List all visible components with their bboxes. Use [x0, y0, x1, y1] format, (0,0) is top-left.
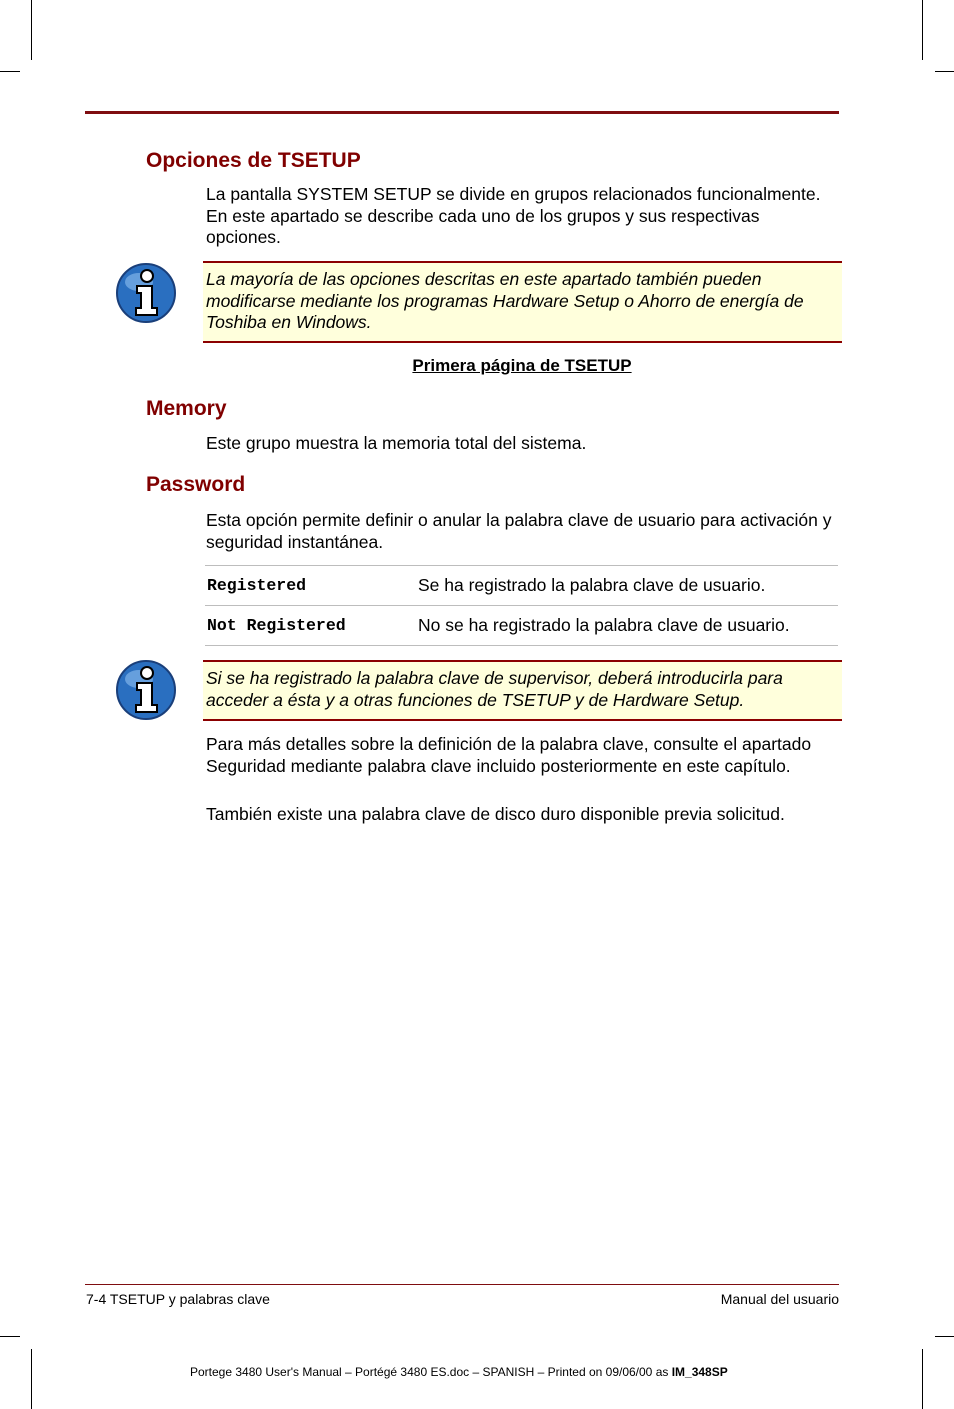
table-row [205, 566, 838, 606]
note-box-password: Si se ha registrado la palabra clave de supervisor, deberá introducirla para acceder a ésta y a otras funciones de TSETUP y de Hardware Setup. [203, 660, 842, 721]
paragraph-opciones: La pantalla SYSTEM SETUP se divide en grupos relacionados funcionalmente. En este apartado se describe cada uno de los grupos y sus respectivas opciones. [206, 184, 821, 247]
table-desc: Se ha registrado la palabra clave de usuario. [418, 566, 838, 606]
footer-rule [85, 1284, 839, 1285]
crop-mark [935, 1336, 954, 1337]
figure-caption: Primera página de TSETUP [412, 356, 632, 375]
section-heading-opciones: Opciones de TSETUP [146, 149, 361, 172]
print-info-text: Portege 3480 User's Manual – Portégé 3480 ES.doc – SPANISH – Printed on 09/06/00 as [190, 1365, 672, 1379]
section-heading-memory: Memory [146, 397, 227, 420]
info-icon [115, 262, 177, 324]
paragraph-hdd-password: También existe una palabra clave de disco duro disponible previa solicitud. [206, 804, 785, 824]
header-rule [85, 111, 839, 114]
paragraph-password: Esta opción permite definir o anular la palabra clave de usuario para activación y seguridad instantánea. [206, 510, 832, 552]
footer-left: 7-4 TSETUP y palabras clave [86, 1291, 270, 1307]
table-term: Not Registered [205, 606, 418, 646]
crop-mark [31, 0, 32, 60]
print-info-code: IM_348SP [671, 1365, 728, 1379]
footer-right: Manual del usuario [720, 1291, 839, 1307]
note-box-opciones: La mayoría de las opciones descritas en este apartado también pueden modificarse mediante los programas Hardware Setup o Ahorro de energía de Toshiba en Windows. [203, 261, 842, 343]
info-icon [115, 659, 177, 721]
crop-mark [922, 0, 923, 60]
crop-mark [935, 71, 954, 72]
print-info [190, 1365, 790, 1379]
table-desc: No se ha registrado la palabra clave de usuario. [418, 606, 838, 646]
table-row [205, 606, 838, 646]
paragraph-password-details: Para más detalles sobre la definición de la palabra clave, consulte el apartado Seguridad mediante palabra clave incluido posteriormente en este capítulo. [206, 734, 812, 776]
crop-mark [0, 1336, 20, 1337]
password-options-table [205, 565, 838, 646]
paragraph-memory: Este grupo muestra la memoria total del sistema. [206, 433, 587, 453]
crop-mark [922, 1349, 923, 1409]
crop-mark [31, 1349, 32, 1409]
section-heading-password: Password [146, 473, 246, 496]
table-term: Registered [205, 566, 418, 606]
crop-mark [0, 71, 20, 72]
